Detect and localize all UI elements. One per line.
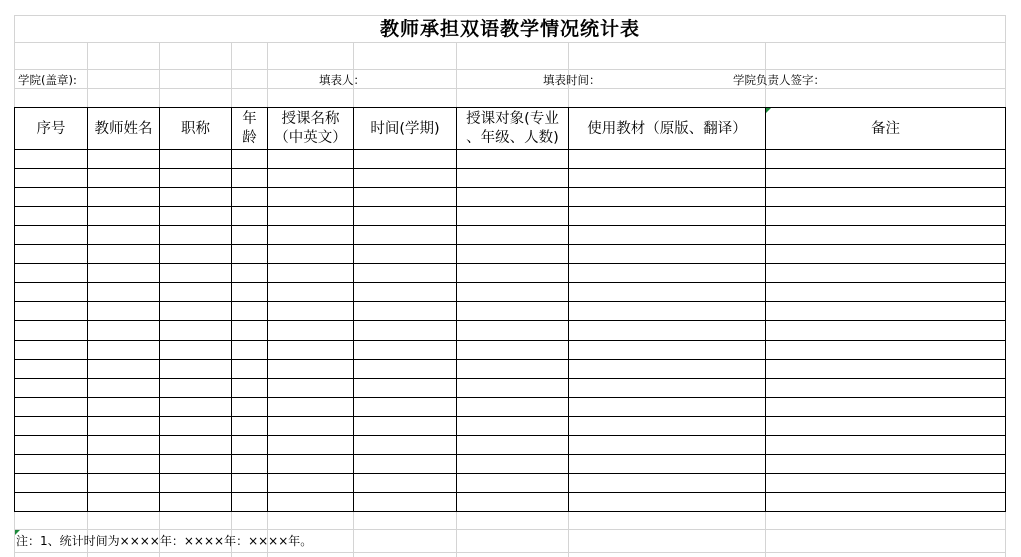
gridline xyxy=(267,42,268,107)
header-course-name-text: （中英文） xyxy=(274,130,347,146)
table-cell[interactable] xyxy=(457,188,568,206)
table-cell[interactable] xyxy=(15,283,87,301)
sheet-title: 教师承担双语教学情况统计表 xyxy=(379,18,640,40)
table-cell[interactable] xyxy=(160,417,231,435)
table-cell[interactable] xyxy=(354,417,456,435)
header-remarks xyxy=(766,108,1005,150)
table-cell[interactable] xyxy=(88,150,159,168)
table-cell[interactable] xyxy=(354,188,456,206)
table-cell[interactable] xyxy=(232,226,267,244)
header-title-text: 职称 xyxy=(181,120,210,137)
table-cell[interactable] xyxy=(354,302,456,320)
table-cell[interactable] xyxy=(354,474,456,492)
table-cell[interactable] xyxy=(88,474,159,492)
gridline xyxy=(14,529,1005,530)
table-cell[interactable] xyxy=(268,245,353,263)
table-cell[interactable] xyxy=(88,169,159,187)
table-cell[interactable] xyxy=(15,321,87,339)
table-cell[interactable] xyxy=(15,169,87,187)
header-teacher-name-text: 教师姓名 xyxy=(94,120,153,137)
table-cell[interactable] xyxy=(354,150,456,168)
table-cell[interactable] xyxy=(268,188,353,206)
table-cell[interactable] xyxy=(354,264,456,282)
table-cell[interactable] xyxy=(232,264,267,282)
table-cell[interactable] xyxy=(457,379,568,397)
gridline xyxy=(87,42,88,107)
table-cell[interactable] xyxy=(88,341,159,359)
table-cell[interactable] xyxy=(160,188,231,206)
header-audience xyxy=(457,108,568,150)
table-cell[interactable] xyxy=(268,455,353,473)
gridline xyxy=(231,42,232,107)
comment-indicator xyxy=(766,108,771,113)
table-cell[interactable] xyxy=(569,436,765,454)
table-cell[interactable] xyxy=(457,493,568,511)
gridline xyxy=(1005,511,1006,557)
table-cell[interactable] xyxy=(160,245,231,263)
header-title xyxy=(160,108,231,150)
header-age xyxy=(232,108,267,150)
table-cell[interactable] xyxy=(569,341,765,359)
table-cell[interactable] xyxy=(354,360,456,378)
table-cell[interactable] xyxy=(569,493,765,511)
table-cell[interactable] xyxy=(569,226,765,244)
table-cell[interactable] xyxy=(766,150,1005,168)
table-cell[interactable] xyxy=(15,493,87,511)
table-cell[interactable] xyxy=(569,417,765,435)
header-textbook xyxy=(569,108,765,150)
header-audience-text: 、年级、人数) xyxy=(466,130,559,146)
table-cell[interactable] xyxy=(88,283,159,301)
gridline xyxy=(456,511,457,557)
table-cell[interactable] xyxy=(232,188,267,206)
head-signature-label: 学院负责人签字： xyxy=(733,73,825,87)
table-cell[interactable] xyxy=(160,455,231,473)
table-cell[interactable] xyxy=(232,283,267,301)
gridline xyxy=(14,552,1005,553)
table-cell[interactable] xyxy=(232,455,267,473)
table-cell[interactable] xyxy=(232,417,267,435)
gridline xyxy=(159,42,160,107)
table-cell[interactable] xyxy=(232,436,267,454)
header-seq-text: 序号 xyxy=(36,120,66,137)
table-cell[interactable] xyxy=(15,398,87,416)
table-cell[interactable] xyxy=(160,360,231,378)
table-cell[interactable] xyxy=(766,360,1005,378)
table-cell[interactable] xyxy=(88,302,159,320)
gridline xyxy=(14,69,1005,70)
table-cell[interactable] xyxy=(15,436,87,454)
table-cell[interactable] xyxy=(354,226,456,244)
table-cell[interactable] xyxy=(15,226,87,244)
table-cell[interactable] xyxy=(160,207,231,225)
table-cell[interactable] xyxy=(457,245,568,263)
header-term-text: 时间(学期) xyxy=(370,120,440,137)
table-cell[interactable] xyxy=(88,226,159,244)
table-cell[interactable] xyxy=(232,341,267,359)
table-cell[interactable] xyxy=(569,398,765,416)
table-cell[interactable] xyxy=(160,283,231,301)
table-cell[interactable] xyxy=(766,474,1005,492)
table-cell[interactable] xyxy=(232,360,267,378)
table-cell[interactable] xyxy=(15,188,87,206)
table-cell[interactable] xyxy=(766,398,1005,416)
table-cell[interactable] xyxy=(15,360,87,378)
table-cell[interactable] xyxy=(354,455,456,473)
table-cell[interactable] xyxy=(457,455,568,473)
table-cell[interactable] xyxy=(766,226,1005,244)
table-cell[interactable] xyxy=(15,341,87,359)
header-seq xyxy=(15,108,87,150)
table-cell[interactable] xyxy=(766,188,1005,206)
table-cell[interactable] xyxy=(354,245,456,263)
table-cell[interactable] xyxy=(268,283,353,301)
table-cell[interactable] xyxy=(232,474,267,492)
table-column-border xyxy=(1005,107,1006,511)
table-cell[interactable] xyxy=(354,436,456,454)
table-cell[interactable] xyxy=(457,436,568,454)
footnote: 注：1、统计时间为××××年：××××年：××××年。 xyxy=(16,534,313,548)
table-cell[interactable] xyxy=(15,417,87,435)
table-cell[interactable] xyxy=(88,436,159,454)
table-cell[interactable] xyxy=(766,436,1005,454)
table-cell[interactable] xyxy=(88,207,159,225)
table-cell[interactable] xyxy=(457,169,568,187)
table-cell[interactable] xyxy=(15,302,87,320)
table-cell[interactable] xyxy=(766,264,1005,282)
table-cell[interactable] xyxy=(88,493,159,511)
table-cell[interactable] xyxy=(569,207,765,225)
table-cell[interactable] xyxy=(766,302,1005,320)
table-cell[interactable] xyxy=(457,417,568,435)
table-cell[interactable] xyxy=(457,264,568,282)
table-cell[interactable] xyxy=(268,398,353,416)
table-cell[interactable] xyxy=(232,398,267,416)
table-cell[interactable] xyxy=(15,379,87,397)
table-cell[interactable] xyxy=(160,436,231,454)
table-cell[interactable] xyxy=(15,207,87,225)
gridline xyxy=(765,511,766,557)
table-cell[interactable] xyxy=(569,169,765,187)
gridline xyxy=(456,42,457,107)
gridline xyxy=(568,511,569,557)
header-teacher-name xyxy=(88,108,159,150)
table-cell[interactable] xyxy=(457,207,568,225)
table-cell[interactable] xyxy=(354,493,456,511)
table-cell[interactable] xyxy=(766,455,1005,473)
filler-label: 填表人： xyxy=(319,73,365,87)
table-cell[interactable] xyxy=(88,360,159,378)
table-cell[interactable] xyxy=(88,321,159,339)
header-textbook-text: 使用教材（原版、翻译） xyxy=(587,120,747,137)
table-cell[interactable] xyxy=(232,493,267,511)
header-course-name-text: 授课名称 xyxy=(281,111,340,127)
table-cell[interactable] xyxy=(160,398,231,416)
table-cell[interactable] xyxy=(268,169,353,187)
table-cell[interactable] xyxy=(15,474,87,492)
table-cell[interactable] xyxy=(569,321,765,339)
table-cell[interactable] xyxy=(88,188,159,206)
table-cell[interactable] xyxy=(268,226,353,244)
table-cell[interactable] xyxy=(457,226,568,244)
table-cell[interactable] xyxy=(160,302,231,320)
table-cell[interactable] xyxy=(160,341,231,359)
table-cell[interactable] xyxy=(160,379,231,397)
table-cell[interactable] xyxy=(15,245,87,263)
table-cell[interactable] xyxy=(268,302,353,320)
table-cell[interactable] xyxy=(268,493,353,511)
table-cell[interactable] xyxy=(160,493,231,511)
table-cell[interactable] xyxy=(88,417,159,435)
table-cell[interactable] xyxy=(766,169,1005,187)
table-cell[interactable] xyxy=(15,455,87,473)
table-cell[interactable] xyxy=(160,226,231,244)
table-cell[interactable] xyxy=(766,321,1005,339)
header-course-name xyxy=(268,108,353,150)
table-cell[interactable] xyxy=(569,379,765,397)
table-cell[interactable] xyxy=(160,150,231,168)
gridline xyxy=(14,88,1005,89)
table-cell[interactable] xyxy=(569,188,765,206)
table-cell[interactable] xyxy=(160,169,231,187)
header-remarks-text: 备注 xyxy=(871,120,900,137)
table-cell[interactable] xyxy=(569,360,765,378)
table-cell[interactable] xyxy=(88,455,159,473)
header-audience-text: 授课对象(专业 xyxy=(466,111,559,127)
table-cell[interactable] xyxy=(766,245,1005,263)
table-cell[interactable] xyxy=(457,341,568,359)
gridline xyxy=(353,511,354,557)
table-cell[interactable] xyxy=(160,321,231,339)
header-term xyxy=(354,108,456,150)
table-cell[interactable] xyxy=(766,379,1005,397)
table-cell[interactable] xyxy=(354,283,456,301)
table-cell[interactable] xyxy=(268,207,353,225)
table-cell[interactable] xyxy=(232,169,267,187)
table-cell[interactable] xyxy=(569,264,765,282)
table-cell[interactable] xyxy=(457,283,568,301)
table-cell[interactable] xyxy=(354,341,456,359)
table-cell[interactable] xyxy=(88,379,159,397)
header-age-text: 年 xyxy=(242,111,257,127)
table-cell[interactable] xyxy=(268,360,353,378)
table-cell[interactable] xyxy=(15,264,87,282)
table-cell[interactable] xyxy=(160,474,231,492)
table-cell[interactable] xyxy=(232,245,267,263)
table-cell[interactable] xyxy=(569,455,765,473)
table-cell[interactable] xyxy=(457,302,568,320)
table-cell[interactable] xyxy=(268,474,353,492)
table-cell[interactable] xyxy=(457,150,568,168)
table-cell[interactable] xyxy=(766,207,1005,225)
table-cell[interactable] xyxy=(268,321,353,339)
table-cell[interactable] xyxy=(354,398,456,416)
table-cell[interactable] xyxy=(569,245,765,263)
table-cell[interactable] xyxy=(232,150,267,168)
table-cell[interactable] xyxy=(232,379,267,397)
table-cell[interactable] xyxy=(766,493,1005,511)
table-cell[interactable] xyxy=(354,321,456,339)
table-cell[interactable] xyxy=(457,398,568,416)
table-cell[interactable] xyxy=(15,150,87,168)
table-cell[interactable] xyxy=(88,245,159,263)
table-cell[interactable] xyxy=(268,436,353,454)
table-cell[interactable] xyxy=(569,283,765,301)
table-cell[interactable] xyxy=(457,474,568,492)
table-cell[interactable] xyxy=(569,302,765,320)
fill-time-label: 填表时间： xyxy=(543,73,601,87)
table-cell[interactable] xyxy=(232,321,267,339)
header-age-text: 龄 xyxy=(242,130,257,146)
table-cell[interactable] xyxy=(268,417,353,435)
table-cell[interactable] xyxy=(766,341,1005,359)
table-cell[interactable] xyxy=(569,474,765,492)
table-cell[interactable] xyxy=(232,207,267,225)
table-cell[interactable] xyxy=(268,341,353,359)
table-cell[interactable] xyxy=(354,379,456,397)
table-cell[interactable] xyxy=(88,264,159,282)
table-cell[interactable] xyxy=(766,417,1005,435)
table-cell[interactable] xyxy=(457,360,568,378)
table-cell[interactable] xyxy=(268,379,353,397)
table-row-border xyxy=(14,511,1006,512)
table-cell[interactable] xyxy=(88,398,159,416)
table-cell[interactable] xyxy=(268,264,353,282)
table-cell[interactable] xyxy=(354,207,456,225)
table-cell[interactable] xyxy=(232,302,267,320)
college-seal-label: 学院(盖章): xyxy=(18,73,77,87)
table-cell[interactable] xyxy=(569,150,765,168)
table-cell[interactable] xyxy=(354,169,456,187)
table-cell[interactable] xyxy=(457,321,568,339)
table-cell[interactable] xyxy=(766,283,1005,301)
table-cell[interactable] xyxy=(268,150,353,168)
table-cell[interactable] xyxy=(160,264,231,282)
